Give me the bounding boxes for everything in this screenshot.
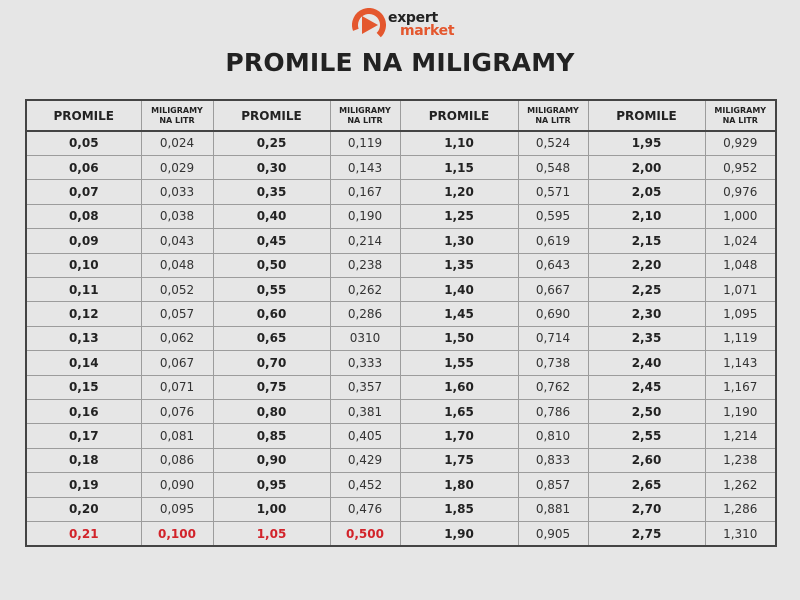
mg-per-litre-cell: 1,048	[705, 253, 776, 277]
promile-cell: 0,21	[26, 522, 141, 547]
mg-per-litre-cell: 0,595	[518, 204, 588, 228]
promile-cell: 1,25	[400, 204, 518, 228]
mg-per-litre-cell: 0,214	[330, 229, 400, 253]
mg-per-litre-cell: 0,071	[141, 375, 213, 399]
mg-per-litre-cell: 0,190	[330, 204, 400, 228]
promile-cell: 0,12	[26, 302, 141, 326]
promile-cell: 0,16	[26, 399, 141, 423]
promile-cell: 0,10	[26, 253, 141, 277]
promile-cell: 0,30	[213, 155, 330, 179]
mg-per-litre-cell: 1,214	[705, 424, 776, 448]
promile-cell: 1,50	[400, 326, 518, 350]
mg-per-litre-cell: 0,333	[330, 351, 400, 375]
table-row	[26, 302, 776, 326]
promile-cell: 1,80	[400, 473, 518, 497]
mg-per-litre-cell: 0,024	[141, 131, 213, 155]
promile-cell: 2,40	[588, 351, 705, 375]
mg-per-litre-cell: 0,762	[518, 375, 588, 399]
header-promile: PROMILE	[26, 100, 141, 131]
mg-per-litre-cell: 0,548	[518, 155, 588, 179]
promile-cell: 1,40	[400, 277, 518, 301]
promile-cell: 0,35	[213, 180, 330, 204]
promile-cell: 0,65	[213, 326, 330, 350]
table-row	[26, 375, 776, 399]
promile-cell: 2,45	[588, 375, 705, 399]
header-mg-line2: NA LITR	[347, 115, 383, 125]
promile-cell: 0,75	[213, 375, 330, 399]
mg-per-litre-cell: 0,033	[141, 180, 213, 204]
mg-per-litre-cell: 0,833	[518, 448, 588, 472]
table-row	[26, 522, 776, 547]
promile-cell: 1,05	[213, 522, 330, 547]
mg-per-litre-cell: 0,667	[518, 277, 588, 301]
promile-cell: 1,30	[400, 229, 518, 253]
mg-per-litre-cell: 1,024	[705, 229, 776, 253]
header-mg-line1: MILIGRAMY	[527, 105, 579, 115]
table-row	[26, 131, 776, 155]
promile-cell: 1,00	[213, 497, 330, 521]
promile-cell: 0,15	[26, 375, 141, 399]
table-row	[26, 155, 776, 179]
mg-per-litre-cell: 0,357	[330, 375, 400, 399]
header-promile: PROMILE	[400, 100, 518, 131]
mg-per-litre-cell: 0,062	[141, 326, 213, 350]
promile-cell: 0,50	[213, 253, 330, 277]
table-row	[26, 399, 776, 423]
mg-per-litre-cell: 1,190	[705, 399, 776, 423]
table-row	[26, 424, 776, 448]
promile-cell: 1,60	[400, 375, 518, 399]
mg-per-litre-cell: 0,090	[141, 473, 213, 497]
mg-per-litre-cell: 0,881	[518, 497, 588, 521]
promile-cell: 1,10	[400, 131, 518, 155]
promile-cell: 2,50	[588, 399, 705, 423]
mg-per-litre-cell: 0,976	[705, 180, 776, 204]
mg-per-litre-cell: 0,952	[705, 155, 776, 179]
mg-per-litre-cell: 0,043	[141, 229, 213, 253]
promile-cell: 0,13	[26, 326, 141, 350]
table-row	[26, 180, 776, 204]
promile-cell: 0,70	[213, 351, 330, 375]
page-title: PROMILE NA MILIGRAMY	[225, 48, 575, 77]
conversion-table	[25, 99, 777, 547]
promile-cell: 2,10	[588, 204, 705, 228]
promile-cell: 2,35	[588, 326, 705, 350]
table-row	[26, 497, 776, 521]
mg-per-litre-cell: 0,067	[141, 351, 213, 375]
promile-cell: 1,35	[400, 253, 518, 277]
logo-line2: market	[400, 23, 455, 39]
mg-per-litre-cell: 0,262	[330, 277, 400, 301]
mg-per-litre-cell: 1,238	[705, 448, 776, 472]
mg-per-litre-cell: 0,086	[141, 448, 213, 472]
mg-per-litre-cell: 0,429	[330, 448, 400, 472]
promile-cell: 2,20	[588, 253, 705, 277]
mg-per-litre-cell: 0,524	[518, 131, 588, 155]
promile-cell: 1,55	[400, 351, 518, 375]
promile-cell: 2,05	[588, 180, 705, 204]
mg-per-litre-cell: 0,643	[518, 253, 588, 277]
header-mg-line2: NA LITR	[159, 115, 195, 125]
mg-per-litre-cell: 0,381	[330, 399, 400, 423]
logo	[352, 8, 454, 42]
mg-per-litre-cell: 0,571	[518, 180, 588, 204]
mg-per-litre-cell: 1,286	[705, 497, 776, 521]
mg-per-litre-cell: 0,081	[141, 424, 213, 448]
promile-cell: 1,90	[400, 522, 518, 547]
table-row	[26, 229, 776, 253]
mg-per-litre-cell: 0,238	[330, 253, 400, 277]
promile-cell: 0,45	[213, 229, 330, 253]
mg-per-litre-cell: 0,052	[141, 277, 213, 301]
mg-per-litre-cell: 0,619	[518, 229, 588, 253]
table-body	[26, 131, 776, 546]
mg-per-litre-cell: 0,714	[518, 326, 588, 350]
promile-cell: 2,15	[588, 229, 705, 253]
header-miligramy-na-litr	[705, 100, 776, 131]
promile-cell: 0,08	[26, 204, 141, 228]
promile-cell: 1,20	[400, 180, 518, 204]
promile-cell: 0,25	[213, 131, 330, 155]
logo-wordmark	[388, 12, 454, 38]
mg-per-litre-cell: 0,905	[518, 522, 588, 547]
promile-cell: 0,60	[213, 302, 330, 326]
header-promile: PROMILE	[213, 100, 330, 131]
mg-per-litre-cell: 0,857	[518, 473, 588, 497]
promile-cell: 1,15	[400, 155, 518, 179]
mg-per-litre-cell: 0,057	[141, 302, 213, 326]
promile-cell: 0,11	[26, 277, 141, 301]
mg-per-litre-cell: 1,167	[705, 375, 776, 399]
mg-per-litre-cell: 0,029	[141, 155, 213, 179]
header-mg-line1: MILIGRAMY	[339, 105, 391, 115]
promile-cell: 2,25	[588, 277, 705, 301]
promile-cell: 2,75	[588, 522, 705, 547]
promile-cell: 0,80	[213, 399, 330, 423]
header-miligramy-na-litr	[518, 100, 588, 131]
mg-per-litre-cell: 0,095	[141, 497, 213, 521]
logo-line1: expert	[388, 10, 438, 26]
mg-per-litre-cell: 0,143	[330, 155, 400, 179]
promile-cell: 2,60	[588, 448, 705, 472]
mg-per-litre-cell: 0310	[330, 326, 400, 350]
mg-per-litre-cell: 1,119	[705, 326, 776, 350]
expert-market-logo-icon	[352, 8, 386, 42]
promile-cell: 0,09	[26, 229, 141, 253]
mg-per-litre-cell: 0,100	[141, 522, 213, 547]
mg-per-litre-cell: 0,690	[518, 302, 588, 326]
mg-per-litre-cell: 0,786	[518, 399, 588, 423]
promile-cell: 0,17	[26, 424, 141, 448]
mg-per-litre-cell: 0,500	[330, 522, 400, 547]
header-mg-line1: MILIGRAMY	[714, 105, 767, 115]
mg-per-litre-cell: 0,738	[518, 351, 588, 375]
promile-cell: 2,00	[588, 155, 705, 179]
mg-per-litre-cell: 0,038	[141, 204, 213, 228]
table-row	[26, 473, 776, 497]
promile-cell: 1,65	[400, 399, 518, 423]
promile-cell: 1,45	[400, 302, 518, 326]
mg-per-litre-cell: 0,167	[330, 180, 400, 204]
header-mg-line1: MILIGRAMY	[151, 105, 203, 115]
promile-cell: 1,85	[400, 497, 518, 521]
mg-per-litre-cell: 0,929	[705, 131, 776, 155]
header-miligramy-na-litr	[330, 100, 400, 131]
table-row	[26, 277, 776, 301]
mg-per-litre-cell: 1,310	[705, 522, 776, 547]
table-row	[26, 326, 776, 350]
header-mg-line2: NA LITR	[535, 115, 571, 125]
mg-per-litre-cell: 0,810	[518, 424, 588, 448]
promile-cell: 1,70	[400, 424, 518, 448]
promile-cell: 0,90	[213, 448, 330, 472]
promile-cell: 0,95	[213, 473, 330, 497]
promile-cell: 0,05	[26, 131, 141, 155]
header-miligramy-na-litr	[141, 100, 213, 131]
mg-per-litre-cell: 1,143	[705, 351, 776, 375]
mg-per-litre-cell: 0,048	[141, 253, 213, 277]
promile-cell: 2,30	[588, 302, 705, 326]
promile-cell: 0,07	[26, 180, 141, 204]
promile-cell: 2,70	[588, 497, 705, 521]
promile-cell: 0,40	[213, 204, 330, 228]
mg-per-litre-cell: 0,119	[330, 131, 400, 155]
mg-per-litre-cell: 1,095	[705, 302, 776, 326]
promile-cell: 2,55	[588, 424, 705, 448]
table-row	[26, 204, 776, 228]
table-row	[26, 351, 776, 375]
promile-cell: 1,95	[588, 131, 705, 155]
mg-per-litre-cell: 0,286	[330, 302, 400, 326]
mg-per-litre-cell: 0,476	[330, 497, 400, 521]
table-header-row	[26, 100, 776, 131]
table-row	[26, 448, 776, 472]
mg-per-litre-cell: 0,405	[330, 424, 400, 448]
header-mg-line2: NA LITR	[722, 115, 758, 125]
mg-per-litre-cell: 1,000	[705, 204, 776, 228]
mg-per-litre-cell: 0,076	[141, 399, 213, 423]
promile-cell: 0,85	[213, 424, 330, 448]
promile-cell: 0,55	[213, 277, 330, 301]
promile-cell: 0,06	[26, 155, 141, 179]
mg-per-litre-cell: 1,071	[705, 277, 776, 301]
mg-per-litre-cell: 1,262	[705, 473, 776, 497]
promile-cell: 0,14	[26, 351, 141, 375]
table-row	[26, 253, 776, 277]
promile-cell: 2,65	[588, 473, 705, 497]
promile-cell: 0,19	[26, 473, 141, 497]
mg-per-litre-cell: 0,452	[330, 473, 400, 497]
promile-cell: 1,75	[400, 448, 518, 472]
header-promile: PROMILE	[588, 100, 705, 131]
promile-cell: 0,20	[26, 497, 141, 521]
promile-cell: 0,18	[26, 448, 141, 472]
